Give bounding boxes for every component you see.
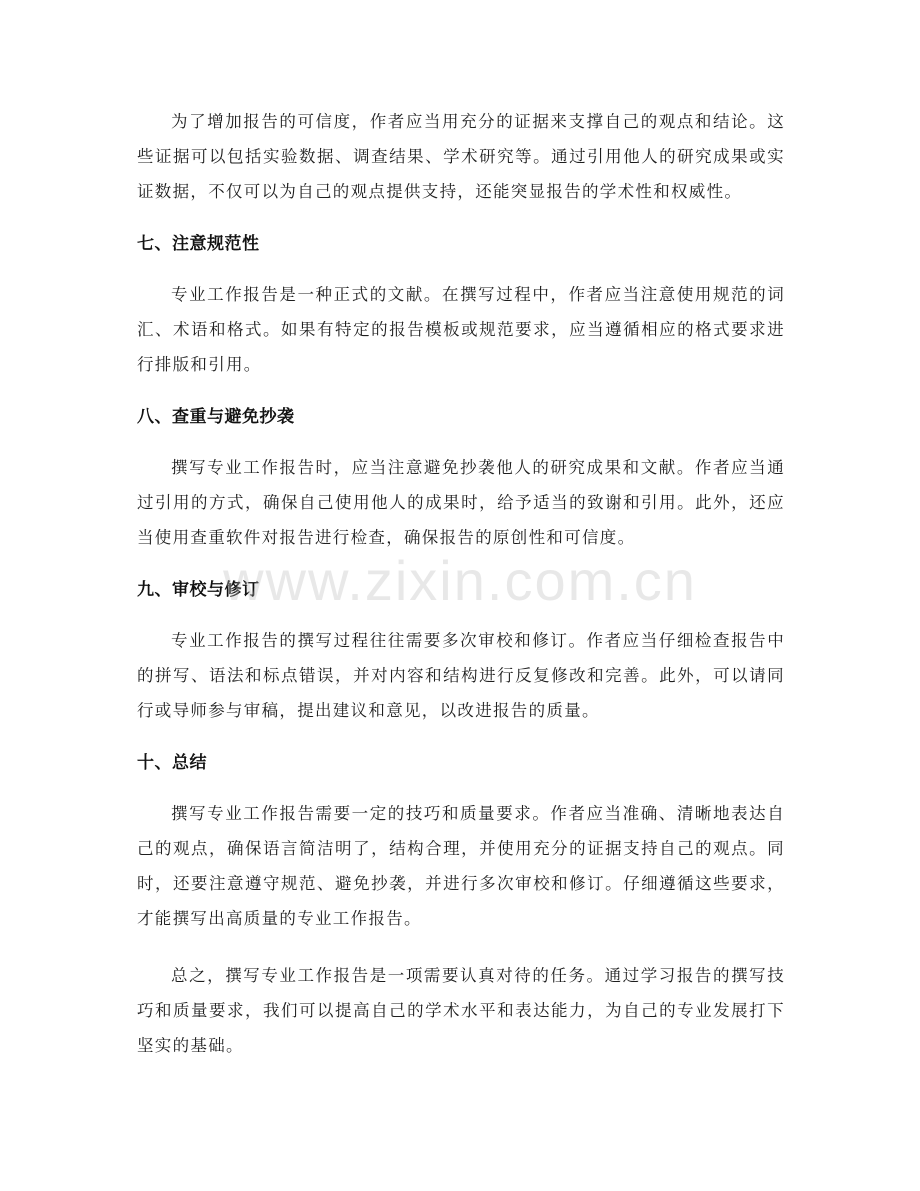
paragraph-section-7: 专业工作报告是一种正式的文献。在撰写过程中，作者应当注意使用规范的词汇、术语和格式。如果有特定的报告模板或规范要求，应当遵循相应的格式要求进行排版和引用。 xyxy=(137,285,785,374)
heading-section-9: 九、审校与修订 xyxy=(137,580,260,600)
paragraph-section-8: 撰写专业工作报告时，应当注意避免抄袭他人的研究成果和文献。作者应当通过引用的方式，确保自己使用他人的成果时，给予适当的致谢和引用。此外，还应当使用查重软件对报告进行检查，确保报告的原创性和可信度。 xyxy=(137,458,785,547)
watermark: www.zixin.com.cn xyxy=(223,549,697,612)
heading-section-10: 十、总结 xyxy=(137,753,207,773)
paragraph-conclusion: 总之，撰写专业工作报告是一项需要认真对待的任务。通过学习报告的撰写技巧和质量要求，我们可以提高自己的学术水平和表达能力，为自己的专业发展打下坚实的基础。 xyxy=(137,966,785,1055)
paragraph-evidence: 为了增加报告的可信度，作者应当用充分的证据来支撑自己的观点和结论。这些证据可以包括实验数据、调查结果、学术研究等。通过引用他人的研究成果或实证数据，不仅可以为自己的观点提供支持，还能突显报告的学术性和权威性。 xyxy=(137,112,785,201)
paragraph-section-9: 专业工作报告的撰写过程往往需要多次审校和修订。作者应当仔细检查报告中的拼写、语法和标点错误，并对内容和结构进行反复修改和完善。此外，可以请同行或导师参与审稿，提出建议和意见，以改进报告的质量。 xyxy=(137,631,785,720)
heading-section-8: 八、查重与避免抄袭 xyxy=(137,407,295,427)
paragraph-section-10: 撰写专业工作报告需要一定的技巧和质量要求。作者应当准确、清晰地表达自己的观点，确保语言简洁明了，结构合理，并使用充分的证据支持自己的观点。同时，还要注意遵守规范、避免抄袭，并进行多次审校和修订。仔细遵循这些要求，才能撰写出高质量的专业工作报告。 xyxy=(137,804,785,928)
document-body xyxy=(137,104,785,1063)
heading-section-7: 七、注意规范性 xyxy=(137,234,260,254)
